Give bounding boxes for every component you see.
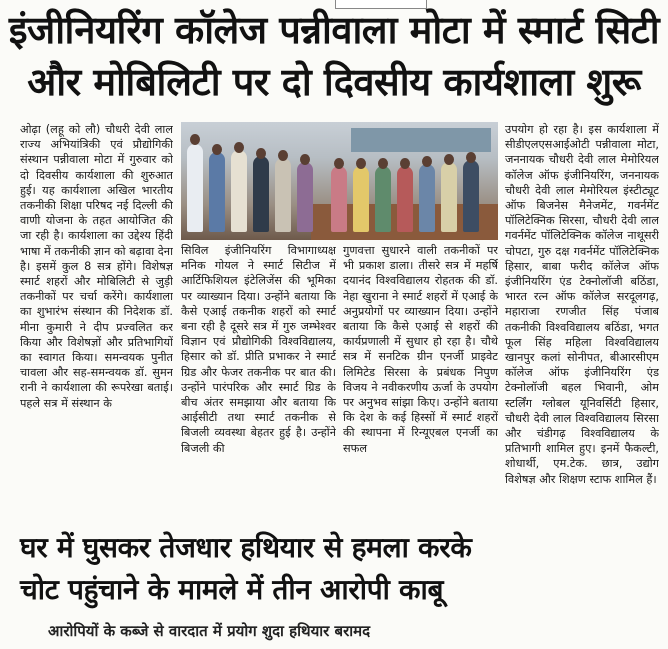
second-subheadline: आरोपियों के कब्जे से वारदात में प्रयोग शुदा हथियार बरामद [48, 622, 371, 640]
workshop-group-photo [181, 122, 498, 240]
photo-person [187, 144, 203, 232]
photo-person-head [234, 142, 244, 153]
photo-person [331, 166, 347, 232]
second-headline-line-1: घर में घुसकर तेजधार हथियार से हमला करके [20, 531, 472, 564]
photo-person [441, 162, 457, 232]
photo-person [397, 166, 413, 232]
photo-person-head [422, 156, 432, 167]
photo-person-head [334, 158, 344, 169]
article-column-3: गुणवत्ता सुधारने वाली तकनीकों पर भी प्रकाश डाला। तीसरे सत्र में महर्षि दयानंद विश्वविद्यालय रोहतक की डॉ. नेहा खुराना ने स्मार्ट शहरों में एआई के अनुप्रयोगों पर व्याख्यान दिया। उन्होंने बताया कि कैसे एआई से शहरों की कार्यप्रणाली में सुधार हो रहा है। चौथे सत्र में सनटिक ग्रीन एनर्जी प्राइवेट लिमिटेड सिरसा के प्रबंधक निपुण विजय ने नवीकरणीय ऊर्जा के उपयोग पर अनुभव सांझा किए। उन्होंने बताया कि देश के कई हिस्सों में स्मार्ट शहरों की स्थापना में रिन्यूएबल एनर्जी का सफल [343, 244, 498, 455]
photo-person [375, 166, 391, 232]
photo-person-head [356, 158, 366, 169]
photo-person-head [466, 152, 476, 163]
article-column-2: सिविल इंजीनियरिंग विभागाध्यक्ष मनिक गोयल ने स्मार्ट सिटीज में आर्टिफिशियल इंटेलिजेंस की भूमिका पर व्याख्यान दिया। उन्होंने बताया कि कैसे एआई तकनीक शहरों को स्मार्ट बना रही है दूसरे सत्र में गुरु जम्भेश्वर विज्ञान एवं प्रौद्योगिकी विश्वविद्यालय, हिसार को डॉ. प्रीति प्रभाकर ने स्मार्ट ग्रिड और फेजर तकनीक पर बात की। उन्होंने पारंपरिक और स्मार्ट ग्रिड के बीच अंतर समझाया और बताया कि आईसीटी तथा स्मार्ट तकनीक से बिजली व्यवस्था बेहतर हुई है। उन्होंने बिजली की [181, 244, 336, 455]
photo-banner [351, 128, 491, 152]
article-column-1: ओढ़ा (लहू को लौ) चौधरी देवी लाल राज्य अभियांत्रिकी एवं प्रौद्योगिकी संस्थान पन्नीवाला मोटा में गुरुवार को दो दिवसीय कार्यशाला की शुरुआत हुई। यह कार्यशाला अखिल भारतीय तकनीकी शिक्षा परिषद नई दिल्ली की वाणी योजना के तहत आयोजित की जा रही है। कार्यशाला का उद्देश्य हिंदी भाषा में तकनीकी ज्ञान को बढ़ावा देना है। इसमें कुल 8 सत्र होंगे। विशेषज्ञ स्मार्ट शहरों और मोबिलिटी से जुड़ी तकनीकों पर चर्चा करेंगे। कार्यशाला का शुभारंभ संस्थान की निदेशक डॉ. मीना कुमारी ने दीप प्रज्वलित कर किया और विशेषज्ञों और प्रतिभागियों का स्वागत किया। समन्वयक पुनीत चावला और सह-समन्वयक डॉ. सुमन रानी ने कार्यशाला की रूपरेखा बताई। पहले सत्र में संस्थान के [20, 123, 173, 410]
photo-person [253, 156, 269, 232]
photo-person [419, 164, 435, 232]
photo-person [209, 152, 225, 232]
photo-person [353, 166, 369, 232]
photo-person-head [278, 150, 288, 161]
article-column-4: उपयोग हो रहा है। इस कार्यशाला में सीडीएलएसआईओटी पन्नीवाला मोटा, जननायक चौधरी देवी लाल मेमोरियल कॉलेज ऑफ इंजीनियरिंग, जननायक चौधरी देवी लाल मेमोरियल इंस्टीट्यूट ऑफ बिजनेस मैनेजमेंट, गवर्नमेंट पॉलिटेक्निक सिरसा, चौधरी देवी लाल गवर्नमेंट पॉलिटेक्निक कॉलेज नाथूसरी चोपटा, गुरु दक्ष गवर्नमेंट पॉलिटेक्निक हिसार, बाबा फरीद कॉलेज ऑफ इंजीनियरिंग एंड टेक्नोलॉजी बठिंडा, भारत रत्न ऑफ कॉलेज सरदूलगढ़, महाराजा रणजीत सिंह पंजाब तकनीकी विश्वविद्यालय बठिंडा, भगत फूल सिंह महिला विश्वविद्यालय खानपुर कलां सोनीपत, बीआरसीएम कॉलेज ऑफ इंजीनियरिंग एंड टेक्नोलॉजी बहल भिवानी, ओम स्टर्लिंग ग्लोबल यूनिवर्सिटी हिसार, चौधरी देवी लाल विश्वविद्यालय सिरसा और चंडीगढ़ विश्वविद्यालय के प्रतिभागी शामिल हुए। इनमें फैकल्टी, शोधार्थी, एम.टेक. छात्र, उद्योग विशेषज्ञ और शिक्षण स्टाफ शामिल हैं। [505, 123, 659, 486]
photo-person-head [400, 158, 410, 169]
photo-person [275, 158, 291, 232]
photo-person-head [378, 158, 388, 169]
photo-person [231, 150, 247, 232]
photo-person [297, 162, 313, 232]
photo-person-head [300, 154, 310, 165]
photo-person [463, 160, 479, 232]
headline-line-1: इंजीनियरिंग कॉलेज पन्नीवाला मोटा में स्मार्ट सिटी [8, 8, 660, 52]
photo-person-head [212, 144, 222, 155]
photo-person-head [190, 134, 200, 145]
photo-person-head [256, 148, 266, 159]
headline-line-2: और मोबिलिटी पर दो दिवसीय कार्यशाला शुरू [27, 60, 641, 104]
photo-person-head [444, 154, 454, 165]
second-headline-line-2: चोट पहुंचाने के मामले में तीन आरोपी काबू [20, 573, 444, 606]
